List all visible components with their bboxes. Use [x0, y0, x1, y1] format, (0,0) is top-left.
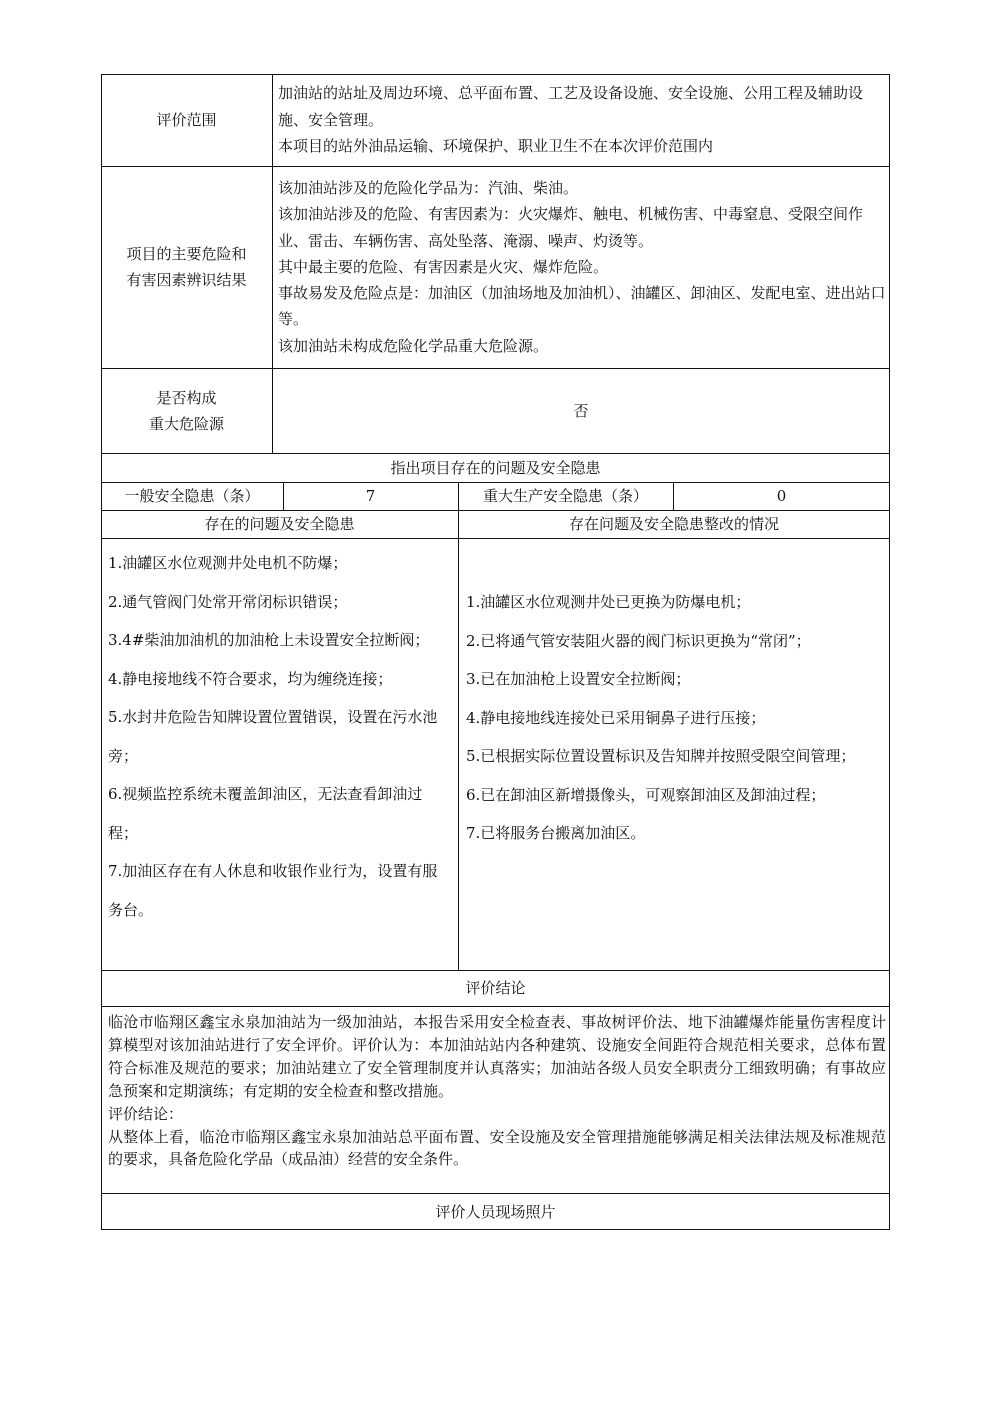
hazards-label-line-1: 项目的主要危险和	[126, 245, 247, 263]
issues-header-cell	[101, 453, 890, 482]
conclusion-header-cell	[101, 970, 890, 1006]
scope-label-cell	[101, 74, 272, 166]
rectification-item: 2.已将通气管安装阻火器的阀门标识更换为“常闭”；	[466, 631, 811, 650]
major-count-label: 重大生产安全隐患（条）	[482, 487, 648, 505]
row-divider	[101, 538, 890, 539]
row-divider	[101, 1006, 890, 1007]
column-divider	[458, 482, 459, 970]
general-count-label-cell	[101, 482, 283, 510]
general-count-value: 7	[365, 487, 376, 505]
rectification-item: 5.已根据实际位置设置标识及告知牌并按照受限空间管理；	[466, 747, 856, 765]
conclusion-paragraph-2: 从整体上看，临沧市临翔区鑫宝永泉加油站总平面布置、安全设施及安全管理措施能够满足相关法律法规及标准规范的要求，具备危险化学品（成品油）经营的安全条件。	[108, 1127, 886, 1169]
conclusion-paragraph-1: 临沧市临翔区鑫宝永泉加油站为一级加油站，本报告采用安全检查表、事故树评价法、地下油罐爆炸能量伤害程度计算模型对该加油站进行了安全评价。评价认为：本加油站站内各种建筑、设施安全间距符合规范相关要求，总体布置符合标准及规范的要求；加油站建立了安全管理制度并认真落实；加油站各级人员安全职责分工细致明确；有事故应急预案和定期演练；有定期的安全检查和整改措施。	[108, 1013, 886, 1100]
rectification-item: 7.已将服务台搬离加油区。	[466, 824, 646, 842]
major-hazard-value: 否	[573, 401, 589, 420]
rectification-item: 4.静电接地线连接处已采用铜鼻子进行压接；	[466, 708, 766, 727]
issue-item: 6.视频监控系统未覆盖卸油区，无法查看卸油过程；	[108, 785, 423, 842]
major-hazard-value-cell	[272, 368, 890, 453]
rectification-item: 6.已在卸油区新增摄像头，可观察卸油区及卸油过程；	[466, 785, 826, 804]
major-count-value-cell	[673, 482, 890, 510]
hazards-line: 事故易发及危险点是：加油区（加油场地及加油机）、油罐区、卸油区、发配电室、进出站口等。	[278, 284, 886, 329]
general-count-label: 一般安全隐患（条）	[124, 487, 260, 505]
conclusion-body	[108, 1011, 886, 1191]
major-count-value: 0	[776, 487, 787, 505]
major-hazard-label-line-1: 是否构成	[156, 388, 217, 407]
issues-column-header: 存在的问题及安全隐患	[204, 515, 355, 533]
hazards-label-line-2: 有害因素辨识结果	[126, 271, 247, 289]
rectification-column-header: 存在问题及安全隐患整改的情况	[568, 515, 779, 533]
scope-line-1: 加油站的站址及周边环境、总平面布置、工艺及设备设施、安全设施、公用工程及辅助设施、安全管理。	[278, 84, 864, 129]
issues-list	[108, 544, 452, 966]
major-hazard-label-line-2: 重大危险源	[148, 414, 224, 433]
hazards-line: 其中最主要的危险、有害因素是火灾、爆炸危险。	[278, 257, 609, 276]
general-count-value-cell	[283, 482, 458, 510]
issue-item: 3.4#柴油加油机的加油枪上未设置安全拉断阀；	[108, 631, 430, 649]
issue-item: 5.水封井危险告知牌设置位置错误，设置在污水池旁；	[108, 708, 438, 765]
hazards-line: 该加油站涉及的危险、有害因素为：火灾爆炸、触电、机械伤害、中毒窒息、受限空间作业、雷击、车辆伤害、高处坠落、淹溺、噪声、灼烫等。	[278, 205, 864, 250]
photos-header: 评价人员现场照片	[435, 1202, 556, 1221]
scope-line-2: 本项目的站外油品运输、环境保护、职业卫生不在本次评价范围内	[278, 137, 714, 155]
issues-header: 指出项目存在的问题及安全隐患	[390, 458, 601, 477]
issue-item: 4.静电接地线不符合要求，均为缠绕连接；	[108, 669, 393, 688]
scope-content-cell	[278, 80, 886, 164]
hazards-line: 该加油站未构成危险化学品重大危险源。	[278, 336, 549, 355]
hazards-content-cell	[278, 175, 886, 363]
photos-header-cell	[101, 1193, 890, 1230]
rectification-item: 3.已在加油枪上设置安全拉断阀；	[466, 670, 691, 688]
issue-item: 1.油罐区水位观测井处电机不防爆；	[108, 554, 348, 572]
rectification-item: 1.油罐区水位观测井处已更换为防爆电机；	[466, 593, 751, 611]
conclusion-header: 评价结论	[465, 979, 526, 997]
major-count-label-cell	[458, 482, 673, 510]
scope-label: 评价范围	[156, 111, 217, 129]
issues-column-header-cell	[101, 510, 458, 538]
issue-item: 2.通气管阀门处常开常闭标识错误；	[108, 592, 348, 611]
major-hazard-label-cell	[101, 368, 272, 453]
conclusion-label: 评价结论：	[108, 1104, 184, 1123]
hazards-label-cell	[101, 166, 272, 368]
hazards-line: 该加油站涉及的危险化学品为：汽油、柴油。	[278, 179, 579, 197]
issue-item: 7.加油区存在有人休息和收银作业行为，设置有服务台。	[108, 862, 438, 919]
rectification-list	[466, 583, 886, 893]
rectification-column-header-cell	[458, 510, 890, 538]
